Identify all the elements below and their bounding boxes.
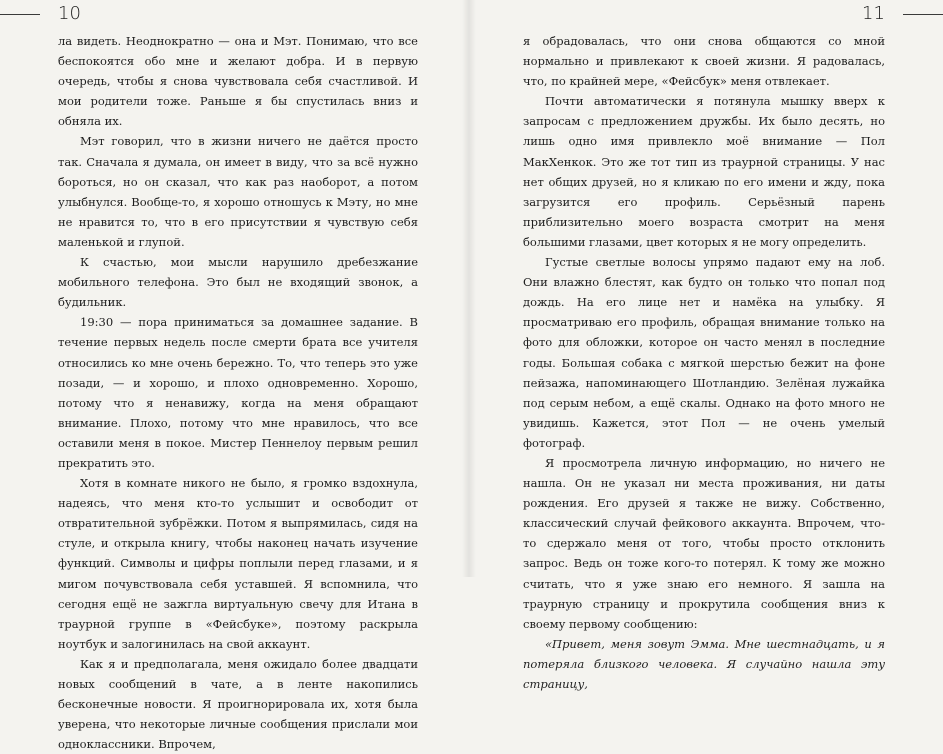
paragraph: ла видеть. Неоднократно — она и Мэт. Понимаю, что все беспокоятся обо мне и желают добра. И в первую очередь, чтобы я снова чувствовала себя счастливой. И мои родители тоже. Раньше я бы спустилась вниз и обняла их. — [58, 34, 418, 129]
paragraph: 19:30 — пора приниматься за домашнее задание. В течение первых недель после смерти брата все учителя относились ко мне очень бережно. То, что теперь это уже позади, — и хорошо, и плохо одновременно. Хорошо, потому что я ненавижу, когда на меня обращают внимание. Плохо, потому что мне нравилось, что все оставили меня в покое. Мистер Пеннелоу первым решил прекратить это. — [58, 315, 418, 470]
paragraph: Почти автоматически я потянула мышку вверх к запросам с предложением дружбы. Их было десять, но лишь одно имя привлекло моё внимание — Пол МакХенкок. Это же тот тип из траурной страницы. У нас нет общих друзей, но я кликаю по его имени и жду, пока загрузится его профиль. Серьёзный парень приблизительно моего возраста смотрит на меня большими глазами, цвет которых я не могу определить. — [523, 94, 885, 249]
paragraph: я обрадовалась, что они снова общаются со мной нормально и привлекают к своей жизни. Я радовалась, что, по крайней мере, «Фейсбук» меня отвлекает. — [523, 34, 885, 89]
paragraph: Я просмотрела личную информацию, но ничего не нашла. Он не указал ни места проживания, ни даты рождения. Его друзей я также не вижу. Собственно, классический случай фейкового аккаунта. Впрочем, что-то сдержало меня от того, чтобы просто отклонить запрос. Ведь он тоже кого-то потерял. К тому же можно считать, что я уже знаю его немного. Я зашла на траурную страницу и прокрутила сообщения вниз к своему первому сообщению: — [523, 455, 885, 631]
left-page-text — [58, 31, 418, 754]
page-number-right: 11 — [862, 3, 885, 24]
book-gutter-shadow — [462, 0, 476, 577]
paragraph: Хотя в комнате никого не было, я громко вздохнула, надеясь, что меня кто-то услышит и освободит от отвратительной зубрёжки. Потом я выпрямилась, сидя на стуле, и открыла книгу, чтобы наконец начать изучение функций. Символы и цифры поплыли перед глазами, и я мигом почувствовала себя уставшей. Я вспомнила, что сегодня ещё не зажгла виртуальную свечу для Итана в траурной группе в «Фейсбуке», поэтому раскрыла ноутбук и залогинилась на свой аккаунт. — [58, 476, 418, 651]
paragraph: Густые светлые волосы упрямо падают ему на лоб. Они влажно блестят, как будто он только что попал под дождь. На его лице нет и намёка на улыбку. Я просматриваю его профиль, обращая внимание только на фото для обложки, которое он часто менял в последние годы. Большая собака с мягкой шерстью бежит на фоне пейзажа, напоминающего Шотландию. Зелёная лужайка под серым небом, а ещё скалы. Однако на фото много не увидишь. Кажется, этот Пол — не очень умелый фотограф. — [523, 255, 885, 450]
header-rule-left — [0, 14, 40, 15]
paragraph: Как я и предполагала, меня ожидало более двадцати новых сообщений в чате, а в ленте накопились бесконечные новости. Я проигнорировала их, хотя была уверена, что некоторые личные сообщения прислали мои одноклассники. Впрочем, — [58, 656, 418, 752]
header-rule-right — [903, 14, 943, 15]
paragraph: Мэт говорил, что в жизни ничего не даётся просто так. Сначала я думала, он имеет в виду, что за всё нужно бороться, но он сказал, что как раз наоборот, а потом улыбнулся. Вообще-то, я хорошо отношусь к Мэту, но мне не нравится то, что в его присутствии я чувствую себя маленькой и глупой. — [58, 134, 418, 249]
right-page-text — [523, 31, 885, 694]
page-number-left: 10 — [58, 3, 81, 24]
quoted-message: «Привет, меня зовут Эмма. Мне шестнадцать, и я потеряла близкого человека. Я случайно нашла эту страницу, — [523, 636, 885, 691]
paragraph: К счастью, мои мысли нарушило дребезжание мобильного телефона. Это был не входящий звонок, а будильник. — [58, 255, 418, 310]
